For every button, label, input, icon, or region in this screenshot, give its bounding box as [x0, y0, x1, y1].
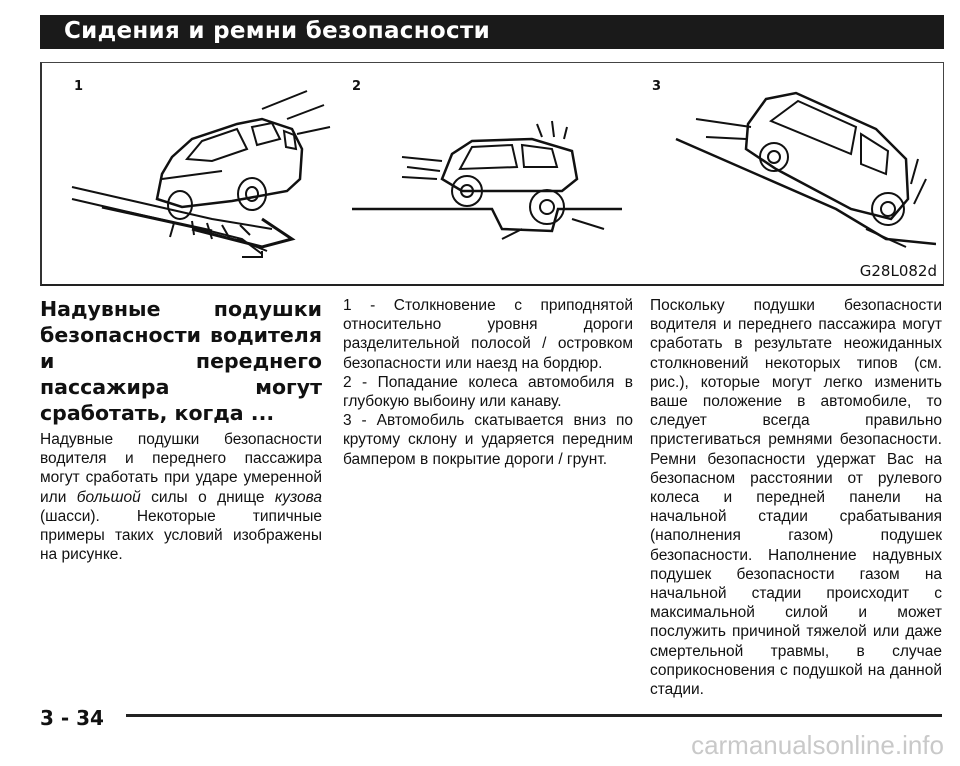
- intro-text-part1: Надувные подушки безопасности водителя и переднего пассажира могут сработать при ударе умеренной или: [40, 431, 322, 506]
- figure-caption-2: 2 - Попадание колеса автомобиля в глубокую выбоину или канаву.: [343, 373, 633, 411]
- airbag-heading: Надувные подушки безопасности водителя и переднего пассажира могут сработать, когда ...: [40, 297, 322, 425]
- figure-panel-3-number: 3: [652, 79, 662, 94]
- figure-panel-1-number: 1: [74, 79, 84, 94]
- intro-text-italic2: кузова: [274, 488, 322, 506]
- right-column: [650, 296, 942, 699]
- intro-text-part2: силы о днище: [140, 488, 275, 506]
- site-watermark: carmanualsonline.info: [691, 730, 944, 760]
- figure-panel-2-number: 2: [352, 79, 362, 94]
- section-header: [40, 15, 944, 49]
- illustration-figure: [40, 62, 944, 286]
- figure-code: G28L082d: [859, 262, 937, 280]
- steep-slope-illustration: [656, 79, 936, 269]
- left-column: [40, 296, 322, 564]
- middle-column: [343, 296, 633, 469]
- figure-caption-3: 3 - Автомобиль скатывается вниз по крутому склону и ударяется передним бампером в покрытие дороги / грунт.: [343, 412, 633, 468]
- curb-impact-illustration: [62, 79, 332, 269]
- page-number: 3 - 34: [40, 706, 104, 730]
- intro-text-part3: (шасси). Некоторые типичные примеры таких условий изображены на рисунке.: [40, 507, 322, 564]
- section-title: Сидения и ремни безопасности: [64, 18, 490, 44]
- airbag-intro-text: [40, 430, 322, 564]
- footer-divider: [126, 714, 942, 717]
- pothole-illustration: [342, 79, 632, 269]
- figure-caption-1: 1 - Столкновение с приподнятой относительно уровня дороги разделительной полосой / островком безопасности или наезд на бордюр.: [343, 297, 633, 372]
- seatbelt-advice-text: Поскольку подушки безопасности водителя и переднего пассажира могут сработать в результате неожиданных столкновений некоторых типов (см. рис.), которые могут легко изменить ваше положение в автомобиле, то следует всегда правильно пристегиваться ремнями безопасности. Ремни безопасности удержат Вас на безопасном расстоянии от рулевого колеса и передней панели на начальной стадии срабатывания (наполнения газом) подушек безопасности. Наполнение надувных подушек безопасности газом на начальной стадии происходит с максимальной силой и может послужить причиной тяжелой или даже смертельной травмы, в случае соприкосновения с подушкой на данной стадии.: [650, 297, 942, 699]
- intro-text-italic1: большой: [76, 488, 141, 506]
